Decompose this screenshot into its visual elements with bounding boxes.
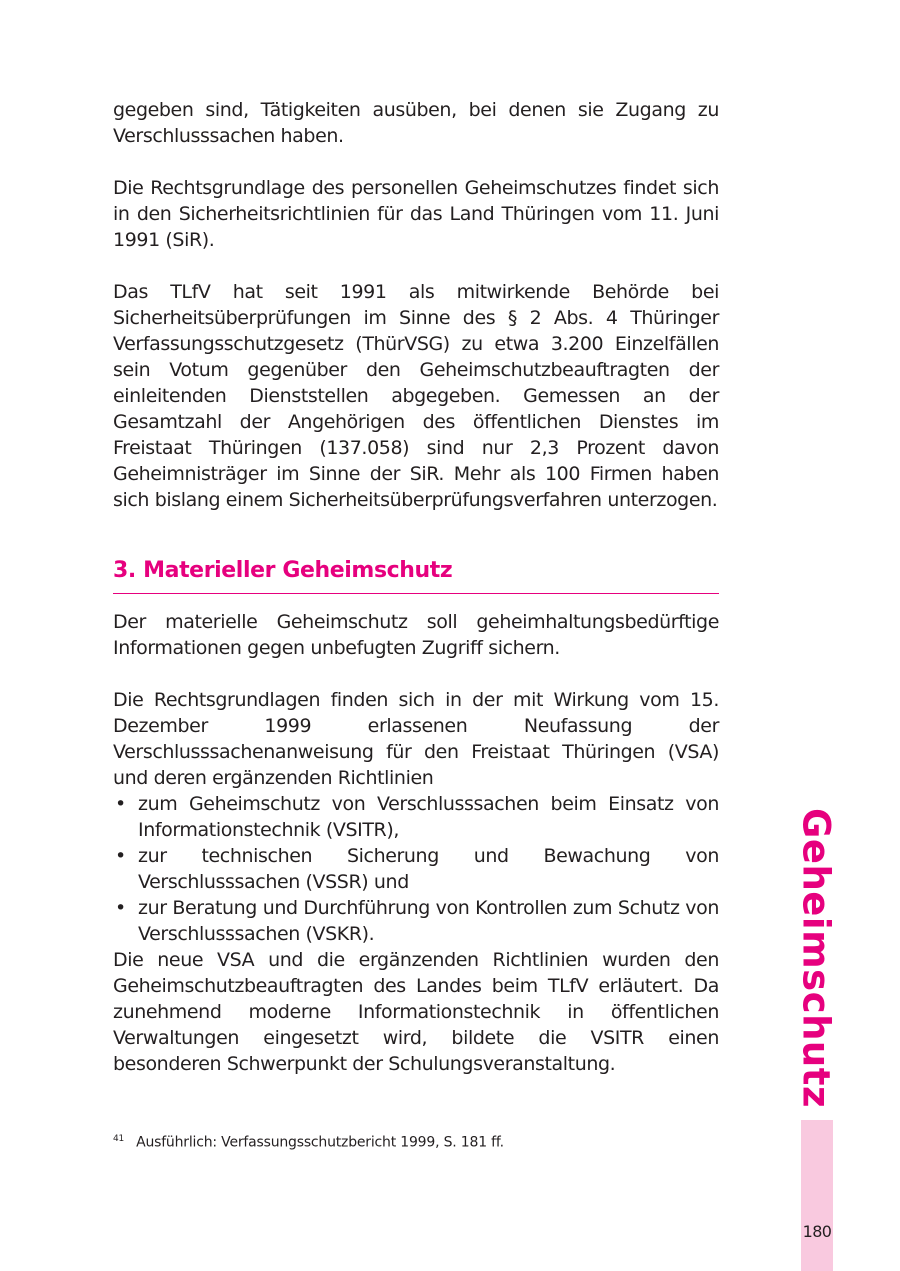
footnote-number: 41 bbox=[113, 1134, 125, 1144]
side-tab bbox=[794, 808, 838, 1108]
footnote-text: Ausführlich: Verfassungsschutzbericht 1999, S. 181 ff. bbox=[136, 1134, 504, 1151]
body-text-section bbox=[113, 609, 719, 1077]
page-tab-marker bbox=[801, 1120, 833, 1271]
paragraph: Die neue VSA und die ergänzenden Richtlinien wurden den Geheimschutzbeauftragten des Landes beim TLfV erläutert. Da zunehmend moderne Informationstechnik in öffentlichen Verwaltungen eingesetzt wird, bildete die VSITR einen besonderen Schwerpunkt der Schulungsveranstaltung. bbox=[113, 949, 719, 1075]
paragraph: Das TLfV hat seit 1991 als mitwirkende Behörde bei Sicherheitsüberprüfungen im Sinne des § 2 Abs. 4 Thüringer Verfassungsschutzgesetz (ThürVSG) zu etwa 3.200 Einzelfällen sein Votum gegenüber den Geheimschutzbeauftragten der einleitenden Dienststellen abgegeben. Gemessen an der Gesamtzahl der Angehörigen des öffentlichen Dienstes im Freistaat Thüringen (137.058) sind nur 2,3 Prozent davon Geheimnisträger im Sinne der SiR. Mehr als 100 Firmen haben sich bislang einem Sicherheitsüberprüfungsverfahren unterzogen. bbox=[113, 281, 719, 511]
bullet-list bbox=[113, 791, 719, 947]
section-heading: 3. Materieller Geheimschutz bbox=[113, 558, 453, 583]
paragraph: Der materielle Geheimschutz soll geheimhaltungsbedürftige Informationen gegen unbefugten Zugriff sichern. bbox=[113, 611, 719, 659]
list-item: • zur Beratung und Durchführung von Kontrollen zum Schutz von Verschlusssachen (VSKR). bbox=[113, 895, 719, 947]
heading-rule bbox=[113, 593, 719, 594]
paragraph: Die Rechtsgrundlage des personellen Geheimschutzes findet sich in den Sicherheitsrichtlinien für das Land Thüringen vom 11. Juni 1991 (SiR). bbox=[113, 177, 719, 251]
list-item: • zum Geheimschutz von Verschlusssachen beim Einsatz von Informationstechnik (VSITR), bbox=[113, 791, 719, 843]
paragraph: gegeben sind, Tätigkeiten ausüben, bei denen sie Zugang zu Verschlusssachen haben. bbox=[113, 99, 719, 147]
side-tab-label: Geheimschutz bbox=[794, 808, 838, 1108]
footnote bbox=[113, 1129, 719, 1153]
paragraph: Die Rechtsgrundlagen finden sich in der mit Wirkung vom 15. Dezember 1999 erlassenen Neufassung der Verschlusssachenanweisung für den Freistaat Thüringen (VSA) und deren ergänzenden Richtlinien bbox=[113, 689, 719, 789]
page-number: 180 bbox=[802, 1222, 832, 1241]
body-text-top bbox=[113, 97, 719, 539]
list-item: • zur technischen Sicherung und Bewachung von Verschlusssachen (VSSR) und bbox=[113, 843, 719, 895]
